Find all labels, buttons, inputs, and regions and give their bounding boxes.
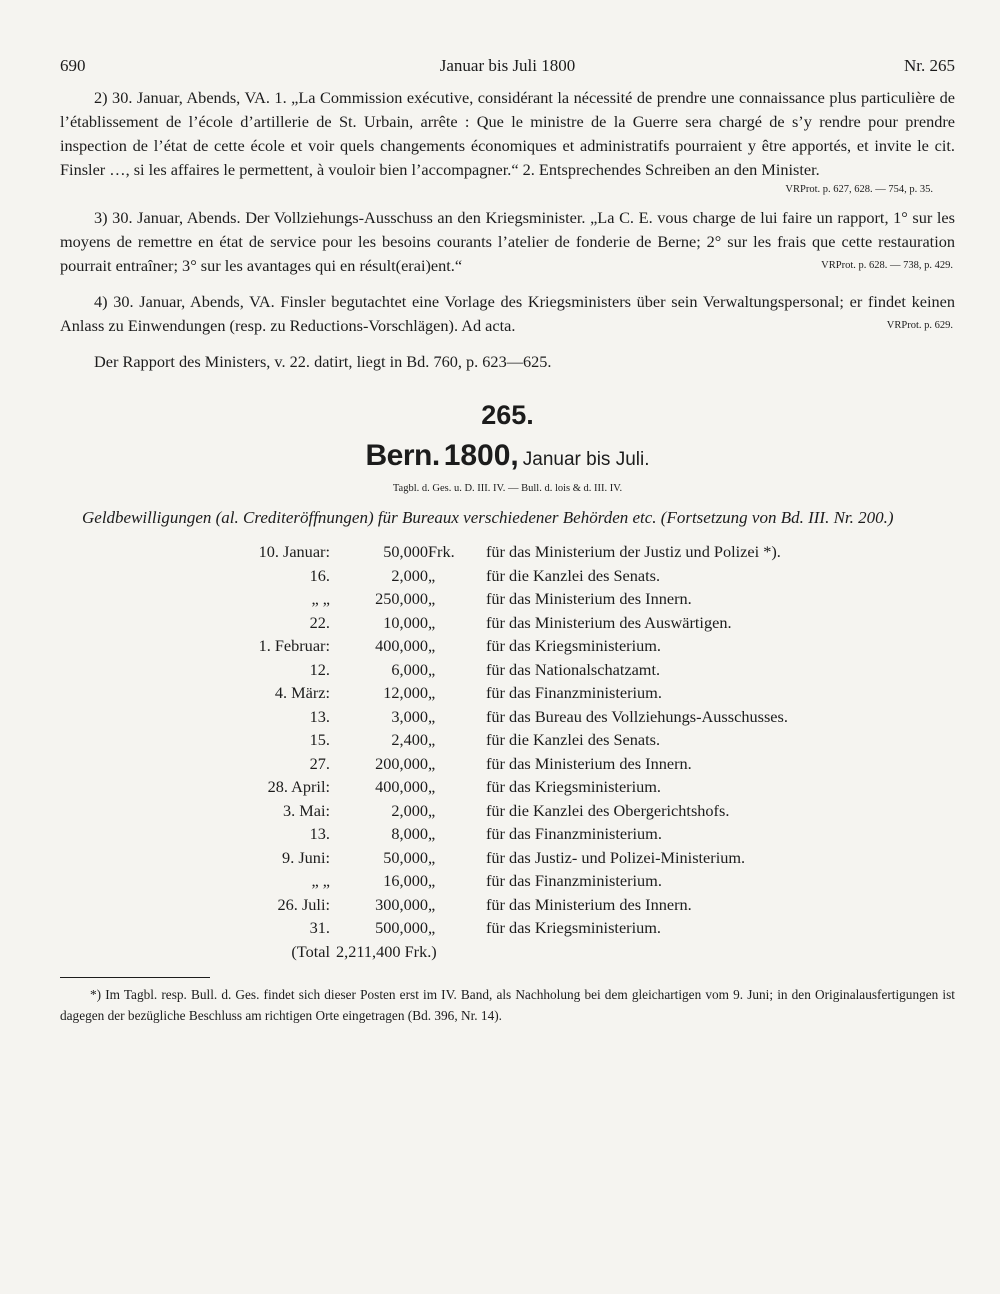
- table-row: [230, 728, 788, 752]
- row-unit: „: [428, 565, 436, 585]
- table-row: [230, 799, 788, 823]
- row-unit: „: [428, 683, 436, 702]
- paragraph-text: 3) 30. Januar, Abends. Der Vollziehungs-Ausschuss an den Kriegsminister. „La C. E. vous charge de lui faire un rapport, 1° sur les moyens de remettre en état de service pour les besoins courants l’atelier de fonderie de Berne; 2° sur les frais que cette restauration pourrait entraîner; 3° sur les avantages qui en résult(erai)ent.“: [60, 208, 955, 275]
- row-date: 15.: [309, 730, 330, 749]
- paragraph-rapport: [60, 350, 955, 374]
- total-label: (Total: [291, 941, 330, 961]
- table-row: [230, 658, 788, 682]
- footnote: *) Im Tagbl. resp. Bull. d. Ges. findet sich dieser Posten erst im IV. Band, als Nachholung bei dem gleichartigen vom 9. Juni; in den Originalausfertigungen ist dagegen der bezügliche Beschluss am richtigen Orte eingetragen (Bd. 396, Nr. 14).: [60, 987, 955, 1023]
- table-row: [230, 540, 788, 564]
- row-unit: „: [428, 636, 436, 655]
- row-amount: 10,000: [383, 612, 428, 632]
- row-date: 27.: [309, 753, 330, 773]
- row-amount: 12,000: [383, 683, 428, 702]
- row-amount: 250,000: [375, 589, 428, 608]
- section-subject: Geldbewilligungen (al. Crediteröffnungen) für Bureaux verschiedener Behörden etc. (Fortsetzung von Bd. III. Nr. 200.): [82, 508, 894, 527]
- table-row: [230, 705, 788, 729]
- row-amount: 2,000: [391, 800, 428, 820]
- source-reference: VRProt. p. 628. — 738, p. 429.: [821, 260, 953, 271]
- row-unit: „: [428, 847, 436, 867]
- table-row: [230, 822, 788, 846]
- row-amount: 200,000: [375, 753, 428, 773]
- row-purpose: für das Nationalschatzamt.: [486, 659, 661, 679]
- row-purpose: für das Finanzministerium.: [486, 683, 662, 702]
- row-date: 1. Februar:: [258, 636, 330, 655]
- section-place: Bern.: [365, 439, 440, 472]
- row-amount: 300,000: [375, 894, 428, 914]
- row-unit: „: [428, 871, 436, 890]
- table-row: [230, 681, 788, 705]
- paragraph-text: 4) 30. Januar, Abends, VA. Finsler begutachtet eine Vorlage des Kriegsministers über sein Verwaltungspersonal; er findet keinen Anlass zu Einwendungen (resp. zu Reductions-Vorschlägen). Ad acta.: [60, 292, 955, 335]
- row-unit: „: [428, 824, 436, 843]
- source-reference: VRProt. p. 627, 628. — 754, p. 35.: [785, 184, 933, 195]
- page-number: 690: [60, 56, 86, 75]
- row-purpose: für die Kanzlei des Senats.: [486, 565, 661, 585]
- row-date: 16.: [309, 565, 330, 585]
- table-row: [230, 869, 788, 893]
- row-purpose: für die Kanzlei des Senats.: [486, 730, 661, 749]
- row-amount: 400,000: [375, 777, 428, 796]
- paragraph-4: [60, 290, 955, 338]
- page: [60, 56, 955, 1026]
- section-year: 1800,: [443, 439, 519, 472]
- section-number: 265.: [481, 400, 534, 430]
- table-row: [230, 775, 788, 799]
- row-unit: „: [428, 918, 436, 937]
- row-unit: „: [428, 612, 436, 632]
- row-unit: Frk.: [428, 542, 455, 561]
- row-amount: 3,000: [391, 706, 428, 726]
- total-value: [330, 940, 788, 964]
- row-purpose: für das Kriegsministerium.: [486, 777, 661, 796]
- table-row: [230, 634, 788, 658]
- row-date: 31.: [309, 918, 330, 937]
- running-header: [60, 56, 955, 86]
- total-row: [230, 940, 788, 964]
- row-date: 4. März:: [274, 683, 330, 702]
- row-date: 13.: [309, 706, 330, 726]
- row-amount: 50,000: [383, 847, 428, 867]
- table-row: [230, 752, 788, 776]
- row-date: 28. April:: [267, 777, 330, 796]
- row-date: „ „: [311, 871, 330, 890]
- row-unit: „: [428, 730, 436, 749]
- paragraph-text: 2) 30. Januar, Abends, VA. 1. „La Commission exécutive, considérant la nécessité de prendre une connaissance plus particulière de l’établissement de l’école d’artillerie de St. Urbain, arrête : Que le ministre de la Guerre sera chargé de s’y rendre pour prendre inspection de l’état de cette école et voir quels changements économiques et administratifs pourraient y être apportés, et invite le cit. Finsler …, si les affaires le permettent, à vouloir bien l’accompagner.“ 2. Entsprechendes Schreiben an den Minister.: [60, 88, 955, 179]
- row-date: 13.: [309, 824, 330, 843]
- row-date: 10. Januar:: [258, 542, 330, 561]
- row-purpose: für das Finanzministerium.: [486, 871, 662, 890]
- row-amount: 400,000: [375, 636, 428, 655]
- row-purpose: für die Kanzlei des Obergerichtshofs.: [486, 800, 730, 820]
- row-date: 3. Mai:: [282, 800, 330, 820]
- section-sources: Tagbl. d. Ges. u. D. III. IV. — Bull. d. lois & d. III. IV.: [392, 483, 623, 494]
- row-purpose: für das Ministerium des Innern.: [486, 753, 692, 773]
- table-row: [230, 893, 788, 917]
- table-row: [230, 611, 788, 635]
- paragraph-2: [60, 86, 955, 182]
- row-amount: 500,000: [375, 918, 428, 937]
- table-row: [230, 564, 788, 588]
- row-unit: „: [428, 894, 436, 914]
- section-heading: [60, 438, 955, 479]
- row-purpose: für das Ministerium der Justiz und Polizei *).: [486, 542, 781, 561]
- row-purpose: für das Ministerium des Auswärtigen.: [486, 612, 732, 632]
- row-amount: 16,000: [383, 871, 428, 890]
- row-amount: 2,400: [391, 730, 428, 749]
- source-reference: VRProt. p. 629.: [886, 320, 953, 331]
- row-purpose: für das Bureau des Vollziehungs-Ausschusses.: [486, 706, 788, 726]
- section-ref: Nr. 265: [904, 56, 955, 75]
- row-unit: „: [428, 753, 436, 773]
- row-amount: 6,000: [391, 659, 428, 679]
- table-row: [230, 846, 788, 870]
- paragraph-3: [60, 206, 955, 278]
- row-unit: „: [428, 777, 436, 796]
- row-date: 9. Juni:: [282, 847, 330, 867]
- table-row: [230, 587, 788, 611]
- row-date: 26. Juli:: [277, 894, 330, 914]
- row-date: „ „: [311, 589, 330, 608]
- row-purpose: für das Finanzministerium.: [486, 824, 662, 843]
- row-date: 12.: [309, 659, 330, 679]
- row-amount: 8,000: [391, 824, 428, 843]
- row-amount: 2,000: [391, 565, 428, 585]
- row-amount: 50,000: [383, 542, 428, 561]
- running-title: Januar bis Juli 1800: [439, 56, 576, 75]
- row-purpose: für das Kriegsministerium.: [486, 918, 661, 937]
- total-amount: 2,211,400 Frk.): [336, 941, 437, 961]
- allocation-table: [230, 540, 788, 963]
- section-period: Januar bis Juli.: [522, 449, 650, 470]
- row-unit: „: [428, 706, 436, 726]
- paragraph-text: Der Rapport des Ministers, v. 22. datirt, liegt in Bd. 760, p. 623—625.: [94, 352, 552, 371]
- row-date: 22.: [309, 612, 330, 632]
- row-purpose: für das Ministerium des Innern.: [486, 894, 692, 914]
- row-unit: „: [428, 659, 436, 679]
- row-purpose: für das Ministerium des Innern.: [486, 589, 692, 608]
- table-row: [230, 916, 788, 940]
- row-purpose: für das Justiz- und Polizei-Ministerium.: [486, 847, 746, 867]
- footnote-rule: [60, 977, 210, 978]
- row-unit: „: [428, 800, 436, 820]
- row-purpose: für das Kriegsministerium.: [486, 636, 661, 655]
- row-unit: „: [428, 589, 436, 608]
